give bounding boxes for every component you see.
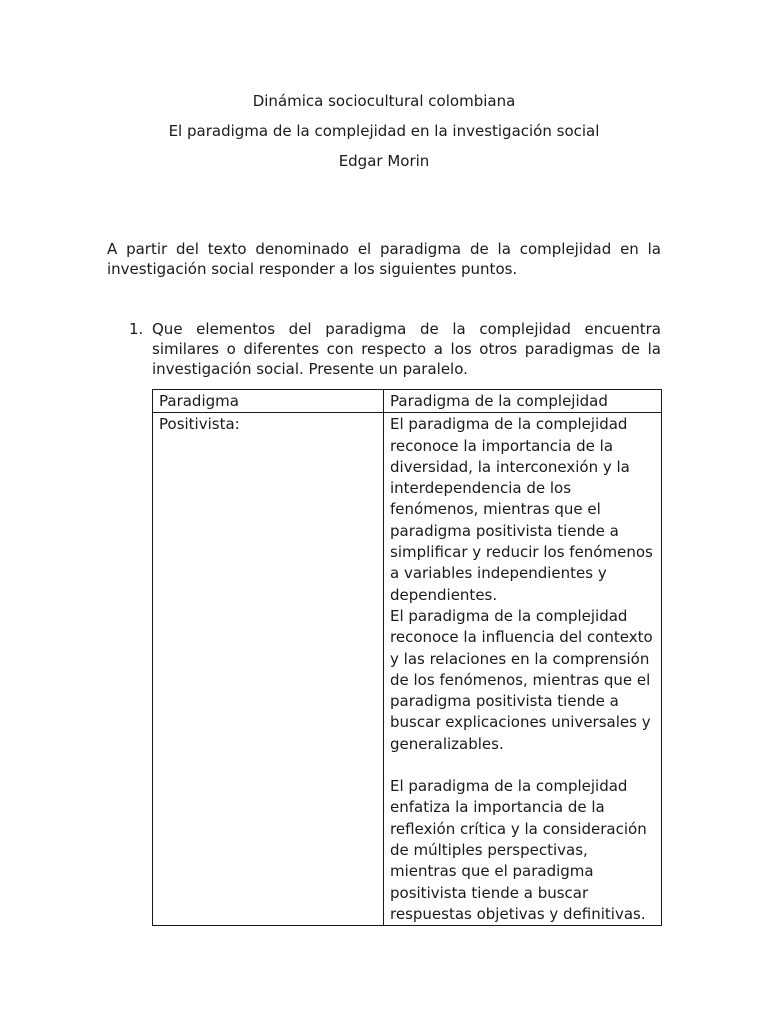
author-name: Edgar Morin — [338, 152, 430, 170]
table-header-cell: Paradigma de la complejidad — [384, 390, 662, 413]
comparison-paragraph: El paradigma de la complejidad enfatiza la importancia de la reflexión crítica y la consideración de múltiples perspectivas, mientras que el paradigma positivista tiende a buscar respuestas objetivas y definitivas. — [390, 777, 647, 923]
topic-title: El paradigma de la complejidad en la investigación social — [168, 122, 600, 140]
table-header-cell: Paradigma — [153, 390, 384, 413]
intro-paragraph: A partir del texto denominado el paradigma de la complejidad en la investigación social responder a los siguientes puntos. — [107, 240, 661, 278]
course-title: Dinámica sociocultural colombiana — [252, 92, 516, 110]
table-header-row — [153, 390, 662, 413]
complexity-cell — [384, 413, 662, 926]
parallel-table — [152, 389, 662, 926]
paradigm-cell: Positivista: — [153, 413, 384, 926]
table-row — [153, 413, 662, 926]
comparison-paragraph: El paradigma de la complejidad reconoce la influencia del contexto y las relaciones en la comprensión de los fenómenos, mientras que el paradigma positivista tiende a buscar explicaciones universales y generalizables. — [390, 606, 653, 753]
comparison-paragraph: El paradigma de la complejidad reconoce la importancia de la diversidad, la interconexión y la interdependencia de los fenómenos, mientras que el paradigma positivista tiende a simplificar y reducir los fenómenos a variables independientes y dependientes. — [390, 415, 653, 604]
question-number: 1. — [129, 320, 144, 338]
paragraph-spacer — [390, 755, 655, 776]
question-text: Que elementos del paradigma de la complejidad encuentra similares o diferentes con respecto a los otros paradigmas de la investigación social. Presente un paralelo. — [152, 320, 661, 378]
